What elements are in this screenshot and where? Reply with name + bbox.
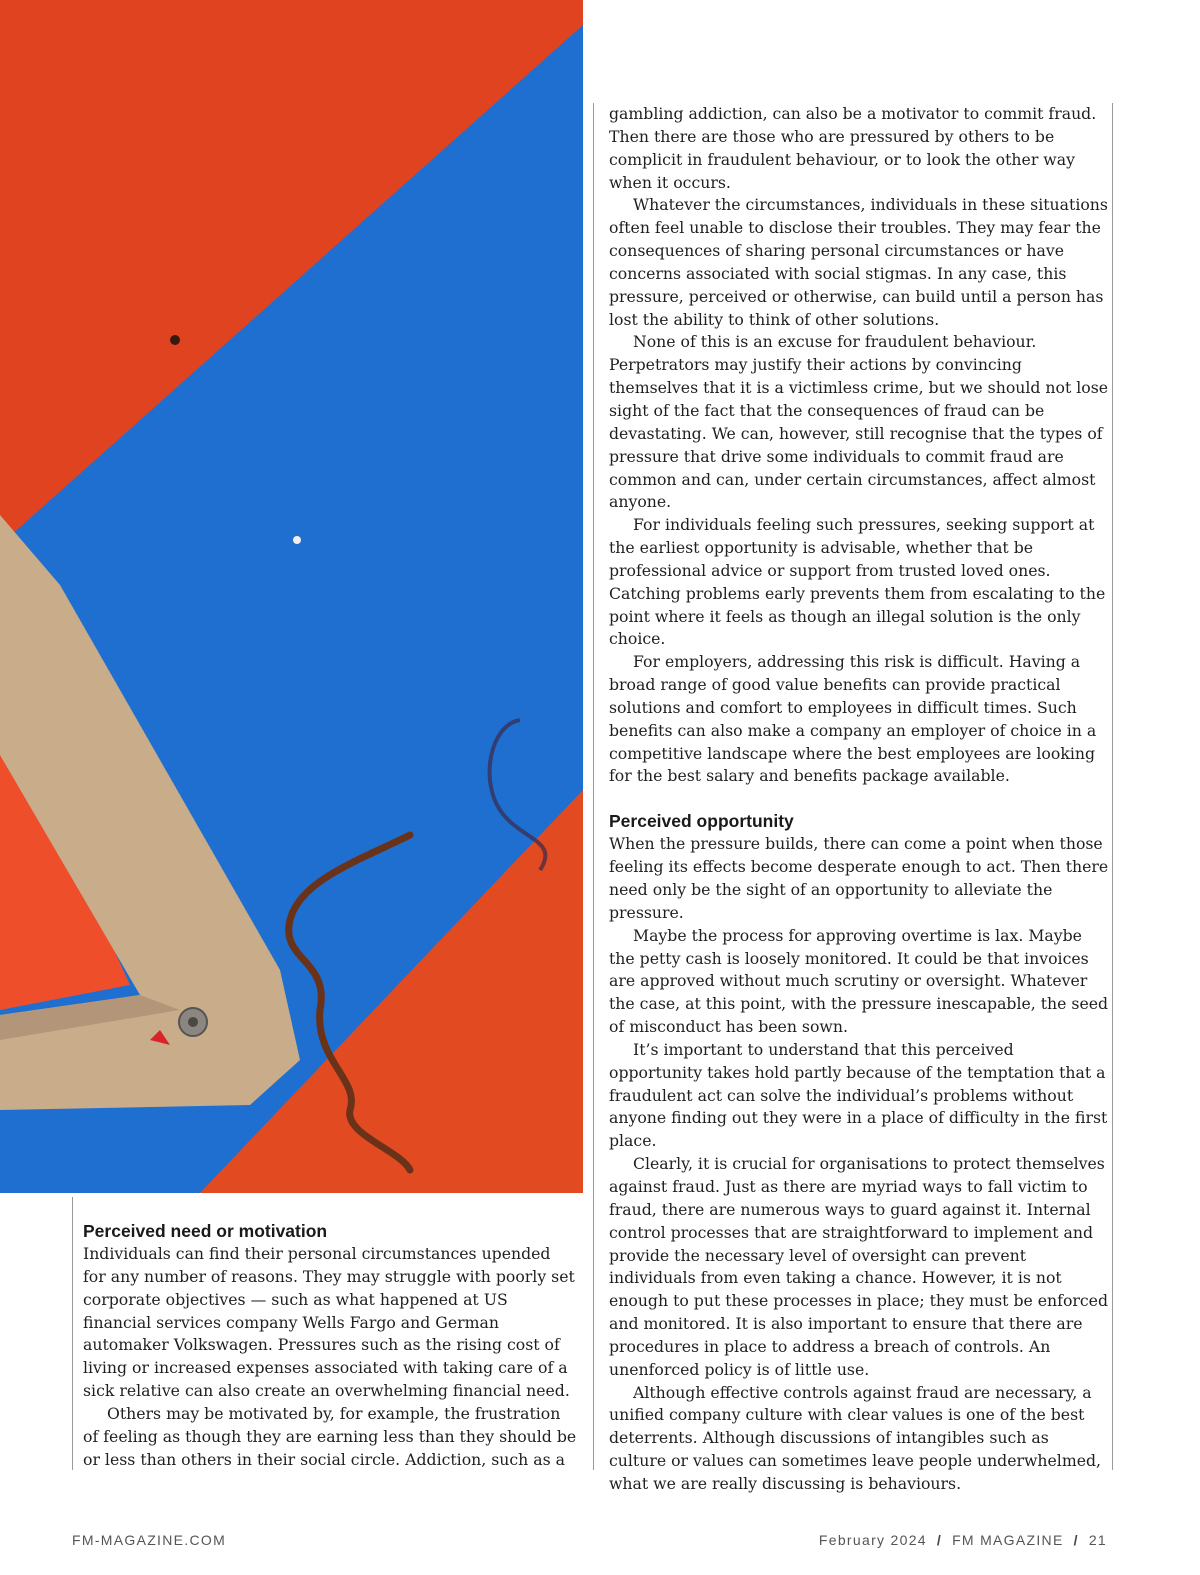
- footer-date: February 2024: [818, 1532, 927, 1548]
- footer-separator: /: [1073, 1532, 1079, 1548]
- footer-separator: /: [936, 1532, 943, 1548]
- right-paragraph-5: For employers, addressing this risk is difficult. Having a broad range of good value benefits can provide practical solutions and comfort to employees in difficult times. Such benefits can also make a company an employer of choice in a competitive landscape where the best employees are looking for the best salary and benefits package available.: [609, 652, 1097, 786]
- abstract-painted-metal-image: [0, 0, 583, 1193]
- right-paragraph-6: When the pressure builds, there can come a point when those feeling its effects become desperate enough to act. Then there need only be the sight of an opportunity to alleviate the pressure.: [609, 834, 1109, 922]
- left-column: [83, 1219, 578, 1471]
- right-paragraph-9: Clearly, it is crucial for organisations to protect themselves against fraud. Just as there are myriad ways to fall victim to fraud, there are numerous ways to guard against it. Internal control processes that are straightforward to implement and provide the necessary level of oversight can prevent individuals from even taking a chance. However, it is not enough to put these processes in place; they must be enforced and monitored. It is also important to ensure that there are procedures in place to address a breach of controls. An unenforced policy is of little use.: [609, 1154, 1109, 1379]
- footer-site: FM-MAGAZINE.COM: [72, 1532, 227, 1548]
- right-paragraph-8: It’s important to understand that this perceived opportunity takes hold partly because of the temptation that a fraudulent act can solve the individual’s problems without anyone finding out they were in a place of difficulty in the first place.: [609, 1039, 1108, 1151]
- left-paragraph-1: Individuals can find their personal circumstances upended for any number of reasons. They may struggle with poorly set corporate objectives — such as what happened at US financial services company Wells Fargo and German automaker Volkswagen. Pressures such as the rising cost of living or increased expenses associated with taking care of a sick relative can also create an overwhelming financial need.: [83, 1244, 575, 1401]
- right-paragraph-10: Although effective controls against fraud are necessary, a unified company culture with clear values is one of the best deterrents. Although discussions of intangibles such as culture or values can sometimes leave people underwhelmed, what we are really discussing is behaviours.: [609, 1382, 1102, 1493]
- left-paragraph-2: Others may be motivated by, for example, the frustration of feeling as though they are earning less than they should be or less than others in their social circle. Addiction, such as a: [83, 1403, 577, 1469]
- footer-folio: [819, 1532, 1107, 1548]
- article-photo: [0, 0, 583, 1193]
- right-paragraph-2: Whatever the circumstances, individuals in these situations often feel unable to disclose their troubles. They may fear the consequences of sharing personal circumstances or have concerns associated with social stigmas. In any case, this pressure, perceived or otherwise, can build until a person has lost the ability to think of other solutions.: [609, 195, 1108, 329]
- right-paragraph-4: For individuals feeling such pressures, seeking support at the earliest opportunity is advisable, whether that be professional advice or support from trusted loved ones. Catching problems early prevents them from escalating to the point where it feels as though an illegal solution is the only choice.: [609, 515, 1106, 649]
- right-paragraph-1: gambling addiction, can also be a motivator to commit fraud. Then there are those who are pressured by others to be complicit in fraudulent behaviour, or to look the other way when it occurs.: [609, 104, 1097, 192]
- photo-spot: [170, 335, 180, 345]
- right-column: [609, 103, 1109, 1496]
- right-paragraph-7: Maybe the process for approving overtime is lax. Maybe the petty cash is loosely monitored. It could be that invoices are approved without much scrutiny or oversight. Whatever the case, at this point, with the pressure inescapable, the seed of misconduct has been sown.: [609, 925, 1109, 1037]
- center-column-rule: [593, 103, 594, 1470]
- footer-publication: FM MAGAZINE: [952, 1532, 1064, 1548]
- right-column-rule: [1112, 103, 1113, 1470]
- photo-bolt-center: [188, 1017, 198, 1027]
- photo-white-chip: [293, 536, 301, 544]
- left-column-rule: [72, 1197, 73, 1470]
- heading-perceived-opportunity: Perceived opportunity: [609, 811, 794, 832]
- right-paragraph-3: None of this is an excuse for fraudulent behaviour. Perpetrators may justify their actions by convincing themselves that it is a victimless crime, but we should not lose sight of the fact that the consequences of fraud can be devastating. We can, however, still recognise that the types of pressure that drive some individuals to commit fraud are common and can, under certain circumstances, affect almost anyone.: [609, 332, 1109, 512]
- page-number: 21: [1088, 1532, 1107, 1548]
- heading-perceived-need: Perceived need or motivation: [83, 1221, 328, 1241]
